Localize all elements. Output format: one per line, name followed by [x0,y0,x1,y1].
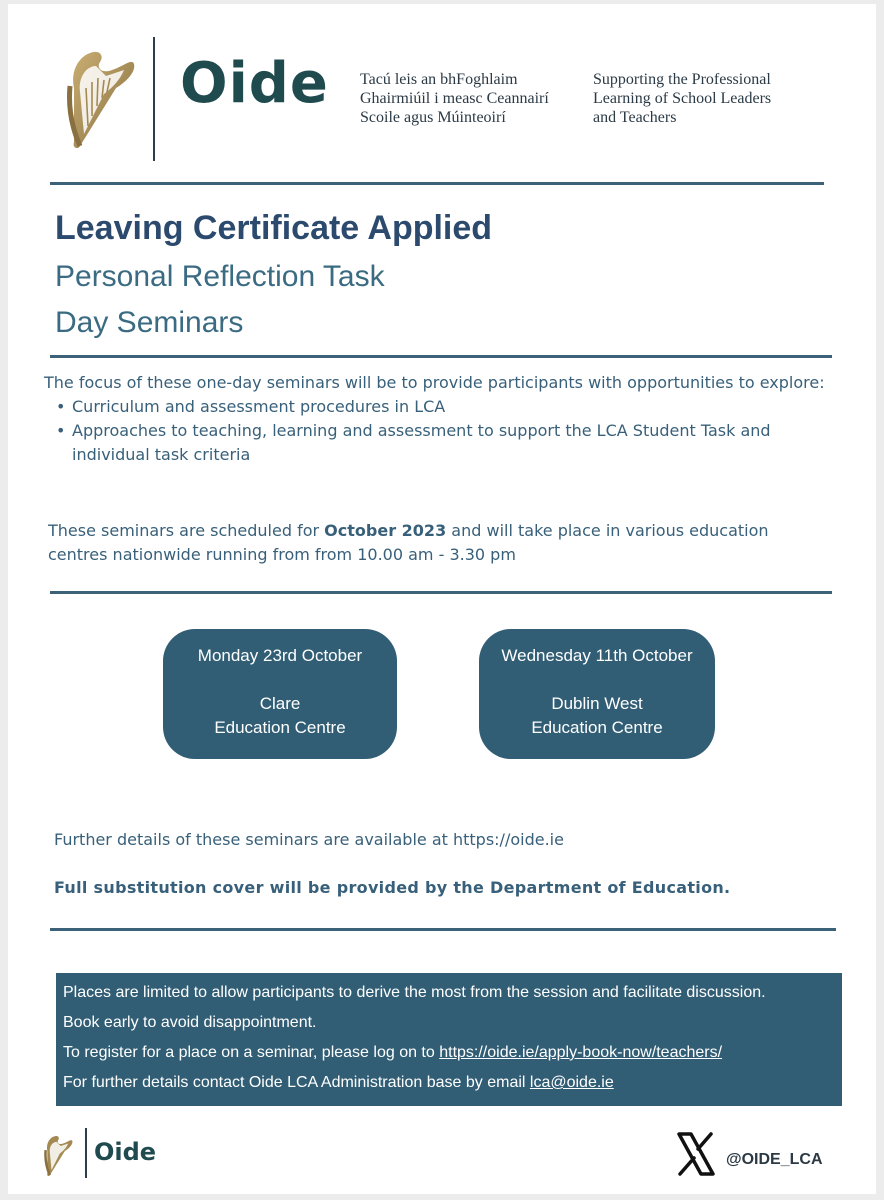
seminar-card-dublin-west [479,629,715,759]
info-line-text: For further details contact Oide LCA Administration base by email [63,1074,530,1091]
header-divider [153,37,155,161]
divider [50,591,832,594]
harp-logo-icon [66,48,138,152]
tagline-english [593,70,823,127]
brand-name: Oide [180,51,329,116]
footer-divider [85,1128,87,1178]
tagline-irish-line: Ghairmiúil i measc Ceannairí [360,90,549,107]
info-line [63,1068,842,1098]
tagline-english-line: Learning of School Leaders [593,90,772,107]
page-subtitle-2: Day Seminars [55,306,244,339]
info-line: Places are limited to allow participants to derive the most from the session and facilitate discussion. [63,984,766,1001]
seminar-venue: Education Centre [531,718,663,737]
tagline-english-line: and Teachers [593,109,677,126]
intro-text: The focus of these one-day seminars will be to provide participants with opportunities to explore: [44,373,825,392]
email-link[interactable]: lca@oide.ie [529,1074,614,1091]
tagline-english-line: Supporting the Professional [593,71,771,88]
list-item: • Curriculum and assessment procedures in LCA [72,395,834,419]
page-title: Leaving Certificate Applied [55,209,493,247]
seminar-date: Wednesday 11th October [501,646,693,665]
tagline-irish-line: Scoile agus Múinteoirí [360,109,506,126]
tagline-irish [360,70,590,127]
schedule-date: October 2023 [324,521,447,540]
schedule-prefix: These seminars are scheduled for [48,521,325,540]
x-logo-icon[interactable] [676,1132,716,1176]
divider [50,182,824,185]
registration-info-box [56,973,842,1106]
seminar-date: Monday 23rd October [197,646,363,665]
social-handle[interactable]: @OIDE_LCA [726,1151,823,1168]
intro-bullet-list [44,395,834,467]
seminar-venue: Education Centre [214,718,346,737]
seminar-venue: Clare [259,694,301,713]
divider [50,355,832,358]
schedule-text [48,519,828,567]
list-item: • Approaches to teaching, learning and assessment to support the LCA Student Task and individual task criteria [72,419,834,467]
footer-brand: Oide [94,1138,157,1166]
harp-logo-small-icon [44,1134,74,1178]
info-line-text: To register for a place on a seminar, please log on to [63,1044,440,1061]
flyer-page [8,4,876,1194]
register-link[interactable]: https://oide.ie/apply-book-now/teachers/ [439,1044,723,1061]
schedule-suffix: and will take place in various education centres nationwide running from from 10.00 am - 3.30 pm [48,521,769,564]
info-line [63,1038,842,1068]
divider [50,928,836,931]
page-subtitle: Personal Reflection Task [55,260,385,293]
info-line: Book early to avoid disappointment. [63,1014,317,1031]
seminar-venue: Dublin West [551,694,643,713]
seminar-card-clare [163,629,397,759]
further-details-text: Further details of these seminars are available at https://oide.ie [54,830,564,849]
intro-section [44,371,834,467]
tagline-irish-line: Tacú leis an bhFoghlaim [360,71,518,88]
substitution-notice: Full substitution cover will be provided by the Department of Education. [54,878,731,897]
